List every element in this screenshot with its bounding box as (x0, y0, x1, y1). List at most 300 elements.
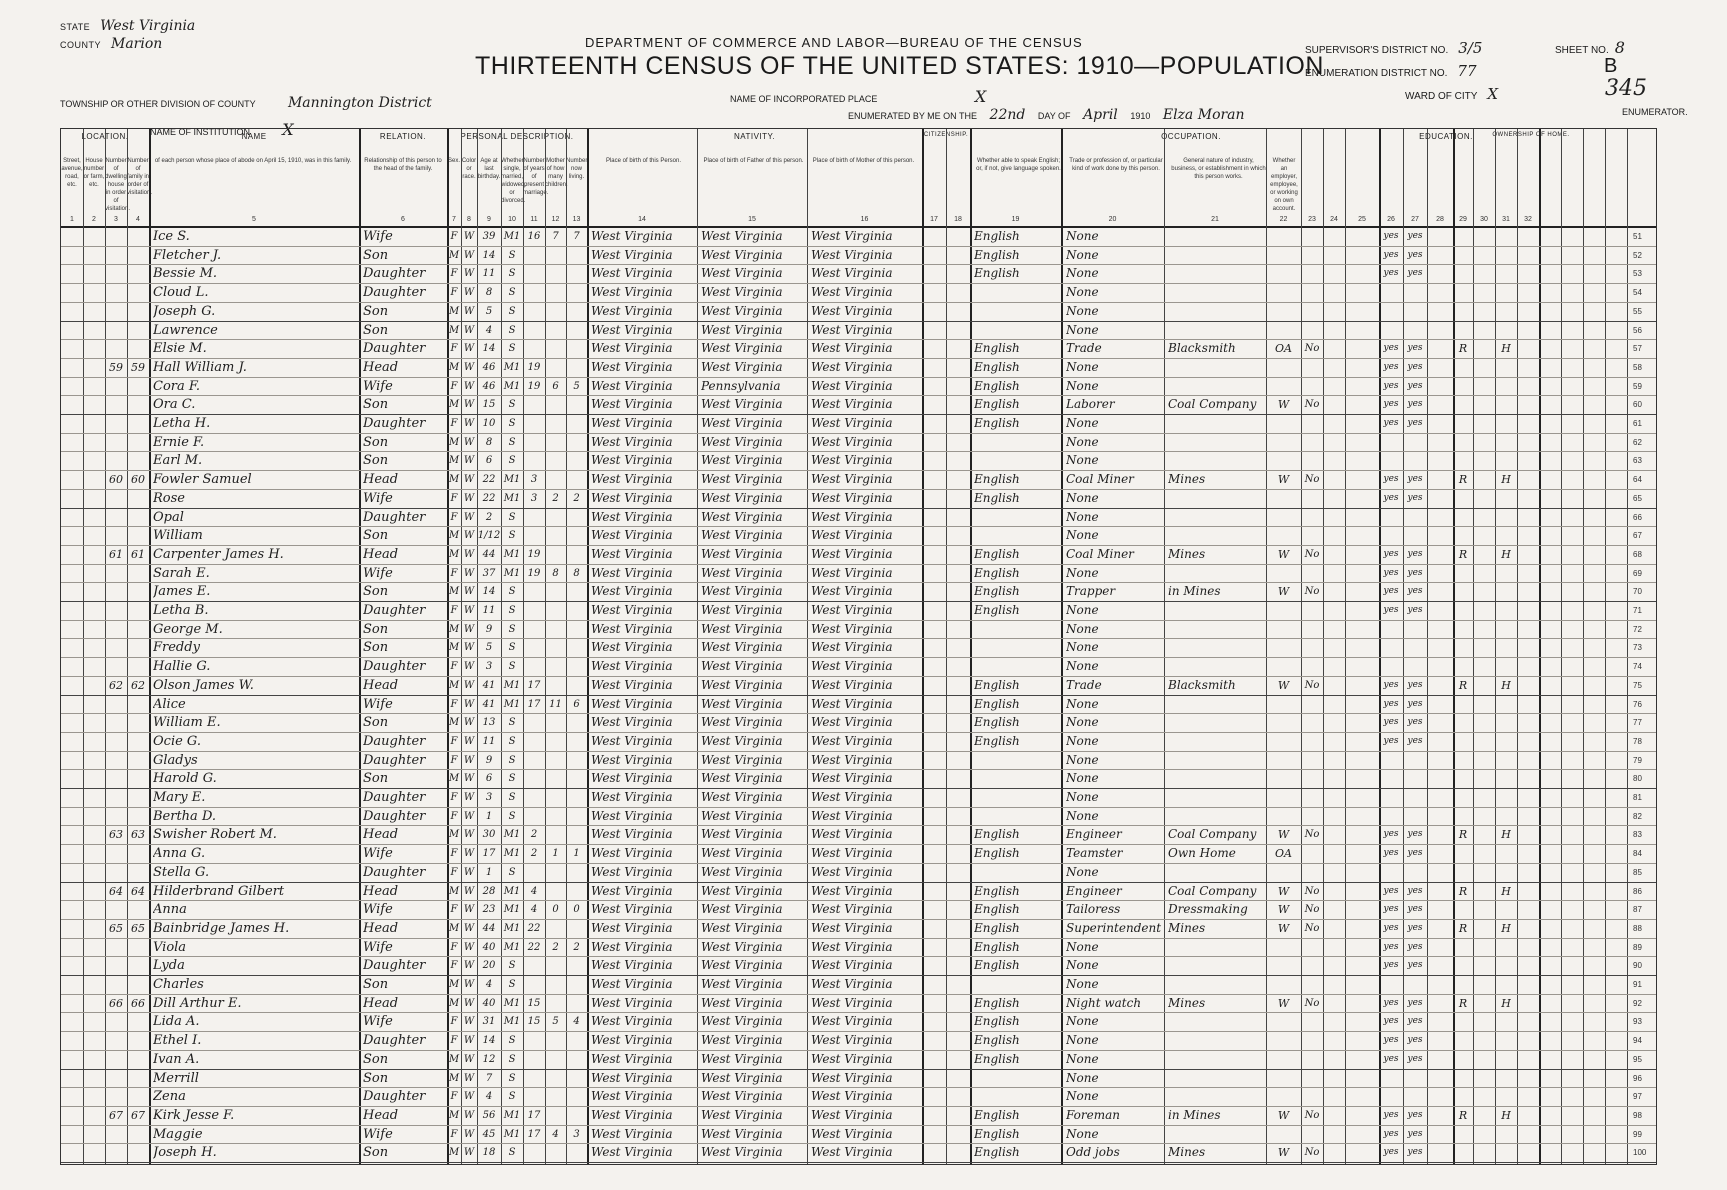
cell-age: 56 (482, 1109, 496, 1121)
cell-sex: F (450, 792, 458, 803)
cell-eng: English (974, 1051, 1020, 1066)
cell-age: 17 (482, 848, 496, 860)
cell-born: 11 (549, 698, 562, 710)
cell-mar: M1 (503, 848, 521, 860)
cell-eng: English (974, 883, 1020, 898)
column-number: 18 (954, 216, 962, 223)
cell-rel: Daughter (363, 285, 426, 301)
line-number: 83 (1633, 830, 1642, 840)
sheet-side: B (1604, 55, 1618, 77)
cell-name: Lyda (153, 958, 185, 974)
cell-bf: West Virginia (701, 509, 783, 524)
cell-rel: Son (363, 1145, 389, 1161)
cell-ind: Mines (1168, 920, 1206, 935)
cell-bp: West Virginia (591, 584, 673, 599)
cell-age: 30 (482, 829, 496, 841)
cell-eng: English (974, 1145, 1020, 1160)
col-race: Color or race. (461, 158, 477, 180)
incorporated-line (730, 87, 986, 106)
cell-race: W (463, 324, 475, 336)
column-rule (83, 129, 84, 1164)
cell-bf: West Virginia (701, 920, 783, 935)
cell-rel: Daughter (363, 808, 426, 824)
cell-s: yes (1407, 361, 1423, 372)
cell-mar: M1 (503, 997, 521, 1009)
cell-bm: West Virginia (811, 359, 893, 374)
cell-rel: Wife (363, 229, 393, 244)
enumeration-label: ENUMERATION DISTRICT NO. (1305, 68, 1448, 79)
cell-bm: West Virginia (811, 958, 893, 973)
line-number: 51 (1633, 232, 1642, 241)
cell-ind: Own Home (1168, 846, 1236, 861)
cell-mar: S (508, 1091, 516, 1103)
cell-age: 14 (482, 586, 496, 598)
cell-sex: M (448, 1109, 460, 1121)
cell-race: W (463, 810, 475, 822)
cell-age: 1/12 (477, 530, 501, 542)
cell-ind: Mines (1168, 472, 1206, 487)
cell-bp: West Virginia (591, 696, 673, 711)
cell-rel: Wife (363, 939, 393, 955)
line-number: 85 (1633, 867, 1642, 877)
enumerated-month: April (1083, 107, 1118, 123)
line-number: 54 (1633, 288, 1642, 298)
cell-r: yes (1383, 474, 1399, 485)
cell-sex: M (448, 1147, 460, 1159)
cell-mar: S (508, 717, 516, 729)
cell-bf: West Virginia (701, 1051, 783, 1066)
cell-w: No (1304, 343, 1320, 355)
cell-emp: OA (1275, 847, 1292, 861)
cell-bf: West Virginia (701, 359, 783, 374)
cell-trade: None (1066, 434, 1099, 449)
cell-race: W (463, 418, 475, 429)
cell-name: Ethel I. (153, 1033, 202, 1049)
cell-dw: 60 (109, 473, 123, 487)
cell-trade: None (1066, 696, 1099, 711)
col-born: Mother of how many children. (545, 158, 568, 188)
cell-race: W (463, 735, 475, 747)
cell-yrs: 17 (527, 698, 541, 710)
cell-bm: West Virginia (811, 434, 893, 449)
ward-label: WARD OF CITY (1405, 91, 1478, 102)
cell-s: yes (1407, 1035, 1423, 1046)
column-number: 4 (136, 216, 140, 223)
cell-bm: West Virginia (811, 229, 893, 243)
cell-name: Dill Arthur E. (153, 995, 242, 1011)
column-rule (359, 129, 361, 1164)
cell-liv: 3 (573, 1128, 580, 1140)
cell-trade: Engineer (1066, 883, 1122, 898)
group-ownership: OWNERSHIP OF HOME. (1492, 132, 1570, 138)
cell-bp: West Virginia (591, 1033, 673, 1048)
cell-race: W (463, 548, 475, 560)
cell-s: yes (1407, 474, 1423, 485)
line-number: 93 (1633, 1017, 1642, 1027)
row-rule (61, 1162, 1656, 1163)
cell-dw: 61 (109, 547, 123, 561)
cell-bf: West Virginia (701, 977, 783, 991)
cell-ind: Coal Company (1168, 827, 1257, 842)
cell-sex: M (448, 474, 460, 486)
cell-bm: West Virginia (811, 1126, 893, 1141)
cell-trade: Superintendent (1066, 920, 1162, 935)
column-number: 26 (1387, 216, 1395, 223)
cell-own: R (1458, 547, 1468, 561)
cell-sex: F (450, 1128, 458, 1140)
cell-trade: None (1066, 378, 1099, 393)
cell-fam: 64 (131, 884, 145, 898)
cell-w: No (1304, 922, 1320, 934)
cell-own: R (1458, 473, 1468, 487)
cell-race: W (463, 623, 475, 635)
cell-sex: M (448, 885, 460, 897)
cell-name: Mary E. (153, 790, 206, 805)
cell-mar: S (508, 792, 516, 803)
cell-mar: M1 (503, 231, 521, 242)
cell-liv: 6 (573, 698, 580, 710)
cell-s: yes (1407, 1016, 1423, 1027)
enumerated-day: 22nd (989, 107, 1026, 123)
cell-s: yes (1407, 1053, 1423, 1064)
cell-rel: Daughter (363, 864, 426, 880)
cell-bf: West Virginia (701, 247, 783, 262)
line-number: 64 (1633, 475, 1642, 485)
column-number: 9 (487, 216, 491, 223)
cell-trade: Laborer (1066, 397, 1115, 412)
cell-born: 6 (552, 380, 559, 392)
cell-rel: Daughter (363, 659, 426, 675)
line-number: 84 (1633, 849, 1642, 859)
incorporated-label: NAME OF INCORPORATED PLACE (730, 94, 878, 104)
cell-bf: West Virginia (701, 995, 783, 1010)
cell-age: 40 (482, 997, 496, 1009)
cell-rel: Head (363, 920, 399, 936)
column-rule (1605, 129, 1606, 1164)
cell-emp: OA (1275, 342, 1292, 356)
cell-race: W (463, 586, 475, 598)
cell-bp: West Virginia (591, 1070, 673, 1085)
cell-trade: None (1066, 939, 1099, 954)
cell-age: 9 (485, 754, 493, 766)
cell-bf: West Virginia (701, 472, 783, 487)
cell-w: No (1304, 679, 1320, 691)
cell-age: 44 (482, 922, 496, 934)
cell-mar: M1 (503, 885, 521, 897)
col-house: House number or farm, etc. (83, 158, 105, 188)
cell-mar: S (508, 623, 516, 635)
cell-race: W (463, 231, 475, 242)
column-number: 8 (467, 216, 471, 223)
cell-name: George M. (153, 621, 223, 637)
cell-bp: West Virginia (591, 378, 673, 393)
cell-dw: 65 (109, 921, 123, 935)
cell-race: W (463, 642, 475, 654)
cell-liv: 2 (573, 941, 580, 953)
cell-sex: M (448, 249, 460, 261)
cell-name: Bessie M. (153, 266, 218, 282)
cell-r: yes (1383, 717, 1399, 728)
cell-age: 7 (485, 1072, 493, 1084)
cell-rel: Head (363, 995, 399, 1011)
col-speak: Whether able to speak English; or, if not, give language spoken. (976, 158, 1061, 172)
cell-sex: M (448, 1053, 460, 1065)
cell-rel: Son (363, 621, 389, 637)
cell-bp: West Virginia (591, 771, 673, 786)
cell-yrs: 2 (530, 848, 538, 860)
cell-age: 6 (485, 455, 493, 467)
cell-name: Charles (153, 977, 204, 992)
cell-race: W (463, 1109, 475, 1121)
cell-emp: W (1277, 1108, 1290, 1122)
cell-r: yes (1383, 1016, 1399, 1027)
cell-s: yes (1407, 548, 1423, 559)
cell-fh: H (1501, 342, 1511, 356)
cell-trade: None (1066, 303, 1099, 318)
cell-mar: S (508, 1035, 516, 1047)
cell-bp: West Virginia (591, 621, 673, 636)
cell-sex: M (448, 399, 460, 411)
line-number: 89 (1633, 942, 1642, 952)
line-number: 100 (1633, 1148, 1647, 1158)
cell-dw: 64 (109, 884, 123, 898)
cell-eng: English (974, 378, 1020, 393)
col-living: Number now living. (566, 158, 588, 180)
cell-bf: West Virginia (701, 958, 783, 973)
cell-bm: West Virginia (811, 303, 893, 318)
cell-bm: West Virginia (811, 397, 893, 412)
cell-own: R (1458, 828, 1468, 842)
cell-bm: West Virginia (811, 939, 893, 954)
cell-bf: West Virginia (701, 1070, 783, 1085)
cell-age: 14 (482, 249, 496, 261)
cell-born: 4 (552, 1128, 559, 1140)
column-rule (1627, 129, 1628, 1164)
cell-bp: West Virginia (591, 509, 673, 524)
column-number: 23 (1308, 216, 1316, 223)
cell-name: Zena (153, 1089, 186, 1105)
cell-name: Ora C. (153, 397, 196, 413)
cell-r: yes (1383, 399, 1399, 410)
cell-bp: West Virginia (591, 1014, 673, 1029)
cell-r: yes (1383, 249, 1399, 260)
cell-age: 9 (485, 623, 493, 635)
cell-mar: S (508, 960, 516, 972)
cell-name: Swisher Robert M. (153, 827, 277, 843)
cell-bp: West Virginia (591, 640, 673, 655)
cell-emp: W (1277, 884, 1290, 898)
cell-own: R (1458, 1108, 1468, 1122)
cell-bm: West Virginia (811, 1070, 893, 1085)
cell-name: Hallie G. (153, 659, 211, 675)
cell-age: 22 (482, 474, 496, 486)
column-rule (1323, 129, 1324, 1164)
cell-bp: West Virginia (591, 528, 673, 543)
cell-rel: Wife (363, 1126, 393, 1142)
cell-eng: English (974, 247, 1020, 262)
cell-bp: West Virginia (591, 790, 673, 804)
cell-eng: English (974, 490, 1020, 505)
column-rule (1473, 129, 1474, 1164)
cell-yrs: 19 (527, 548, 541, 560)
cell-bf: West Virginia (701, 827, 783, 842)
cell-race: W (463, 1016, 475, 1028)
cell-eng: English (974, 902, 1020, 917)
line-number: 90 (1633, 961, 1642, 971)
cell-race: W (463, 679, 475, 691)
cell-name: Rose (153, 490, 185, 506)
cell-r: yes (1383, 418, 1399, 428)
cell-bp: West Virginia (591, 659, 673, 674)
cell-bf: West Virginia (701, 1089, 783, 1104)
cell-name: Hall William J. (153, 359, 247, 375)
cell-bp: West Virginia (591, 1126, 673, 1141)
cell-r: yes (1383, 997, 1399, 1008)
cell-bf: West Virginia (701, 584, 783, 599)
cell-sex: M (448, 455, 460, 467)
cell-r: yes (1383, 492, 1399, 503)
cell-rel: Head (363, 546, 399, 562)
cell-emp: W (1277, 585, 1290, 599)
cell-rel: Son (363, 1051, 389, 1067)
cell-rel: Son (363, 528, 389, 544)
cell-bp: West Virginia (591, 285, 673, 300)
cell-sex: F (450, 287, 458, 299)
cell-s: yes (1407, 735, 1423, 746)
column-rule (545, 129, 546, 1164)
cell-sex: M (448, 436, 460, 448)
enumerated-line (848, 107, 1255, 123)
cell-bm: West Virginia (811, 808, 893, 823)
cell-trade: None (1066, 1033, 1099, 1048)
cell-bm: West Virginia (811, 883, 893, 898)
cell-race: W (463, 399, 475, 411)
cell-r: yes (1383, 829, 1399, 840)
cell-mar: M1 (503, 679, 521, 691)
cell-s: yes (1407, 343, 1423, 354)
cell-sex: M (448, 530, 460, 542)
cell-bm: West Virginia (811, 902, 893, 917)
column-number: 19 (1011, 216, 1020, 223)
cell-sex: M (448, 679, 460, 691)
cell-race: W (463, 567, 475, 579)
cell-yrs: 4 (530, 885, 538, 897)
cell-age: 5 (485, 642, 493, 654)
cell-sex: F (450, 231, 458, 242)
line-number: 96 (1633, 1073, 1642, 1083)
cell-name: Fowler Samuel (153, 472, 252, 488)
cell-s: yes (1407, 567, 1423, 578)
cell-bf: West Virginia (701, 1014, 783, 1029)
line-number: 87 (1633, 905, 1642, 915)
cell-race: W (463, 904, 475, 916)
cell-eng: English (974, 696, 1020, 711)
cell-mar: S (508, 287, 516, 299)
line-number: 86 (1633, 886, 1642, 896)
cell-name: William E. (153, 715, 221, 731)
supervisor-label: SUPERVISOR'S DISTRICT NO. (1305, 45, 1449, 56)
cell-s: yes (1407, 268, 1423, 279)
cell-bp: West Virginia (591, 733, 673, 748)
cell-r: yes (1383, 922, 1399, 933)
cell-yrs: 16 (527, 231, 541, 242)
cell-age: 11 (482, 605, 496, 616)
cell-race: W (463, 922, 475, 934)
cell-bp: West Virginia (591, 920, 673, 935)
cell-eng: English (974, 939, 1020, 954)
cell-born: 2 (552, 941, 559, 953)
cell-sex: M (448, 829, 460, 841)
cell-r: yes (1383, 268, 1399, 279)
cell-bf: West Virginia (701, 322, 783, 337)
cell-mar: M1 (503, 567, 521, 579)
cell-trade: None (1066, 640, 1099, 655)
cell-age: 12 (482, 1053, 496, 1065)
cell-race: W (463, 380, 475, 392)
cell-trade: None (1066, 565, 1099, 580)
column-number: 11 (530, 216, 538, 223)
cell-name: Viola (153, 939, 187, 955)
cell-sex: F (450, 418, 458, 429)
cell-age: 46 (482, 361, 496, 373)
col-dwelling: Number of dwelling house in order of visitation. (105, 158, 131, 212)
group-personal: PERSONAL DESCRIPTION. (460, 132, 574, 141)
col-birth-mother: Place of birth of Mother of this person. (812, 158, 915, 164)
cell-bm: West Virginia (811, 715, 893, 730)
cell-eng: English (974, 715, 1020, 730)
cell-ind: Mines (1168, 995, 1206, 1010)
cell-sex: F (450, 754, 458, 766)
institution-value: X (282, 120, 294, 139)
cell-bf: Pennsylvania (701, 378, 781, 393)
cell-fam: 60 (131, 473, 145, 487)
cell-s: yes (1407, 960, 1423, 971)
cell-fh: H (1501, 473, 1511, 487)
cell-s: yes (1407, 380, 1423, 391)
cell-mar: M1 (503, 548, 521, 560)
cell-bf: West Virginia (701, 546, 783, 561)
cell-eng: English (974, 995, 1020, 1010)
cell-race: W (463, 661, 475, 673)
cell-dw: 67 (109, 1108, 123, 1122)
cell-eng: English (974, 565, 1020, 580)
cell-race: W (463, 866, 475, 878)
column-number: 1 (70, 216, 74, 223)
cell-name: Sarah E. (153, 565, 210, 581)
cell-eng: English (974, 397, 1020, 412)
cell-dw: 66 (109, 996, 123, 1010)
cell-bf: West Virginia (701, 790, 783, 804)
cell-rel: Head (363, 883, 399, 899)
cell-mar: M1 (503, 1128, 521, 1140)
column-number: 29 (1459, 216, 1467, 223)
cell-trade: Coal Miner (1066, 472, 1134, 487)
cell-race: W (463, 436, 475, 448)
cell-s: yes (1407, 231, 1423, 241)
cell-bp: West Virginia (591, 472, 673, 487)
cell-bm: West Virginia (811, 827, 893, 842)
cell-bp: West Virginia (591, 846, 673, 861)
cell-trade: Odd jobs (1066, 1145, 1120, 1160)
cell-mar: M1 (503, 492, 521, 504)
col-relation: Relationship of this person to the head of the family. (364, 158, 442, 172)
cell-yrs: 19 (527, 567, 541, 579)
cell-eng: English (974, 341, 1020, 356)
cell-trade: Trade (1066, 677, 1102, 692)
cell-r: yes (1383, 679, 1399, 690)
cell-born: 2 (552, 492, 559, 504)
line-number: 65 (1633, 493, 1642, 503)
